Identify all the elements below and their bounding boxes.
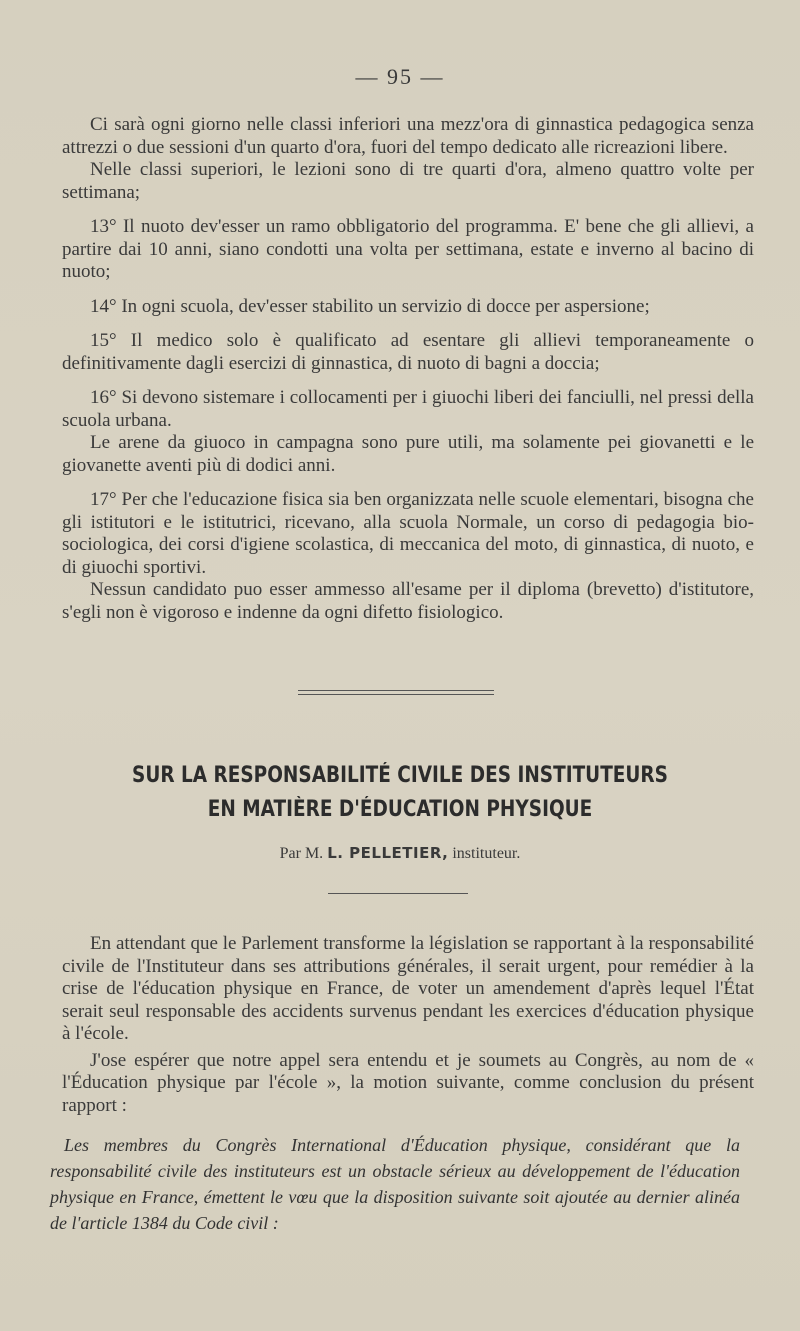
article-title-line-2: EN MATIÈRE D'ÉDUCATION PHYSIQUE xyxy=(207,797,593,822)
italian-section xyxy=(62,114,754,624)
page-number: — 95 — xyxy=(355,64,445,89)
paragraph: Nessun candidato puo esser ammesso all'esame per il diploma (brevetto) d'istitutore, s'egli non è vigoroso e indenne da ogni difetto fisiologico. xyxy=(62,579,754,623)
byline xyxy=(0,844,800,863)
paragraph: Ci sarà ogni giorno nelle classi inferiori una mezz'ora di ginnastica pedagogica senza attrezzi o due sessioni d'un quarto d'ora, fuori del tempo dedicato alle ricreazioni libere. xyxy=(62,114,754,158)
author-role: instituteur. xyxy=(452,845,521,862)
item-14: 14° In ogni scuola, dev'esser stabilito un servizio di docce per aspersione; xyxy=(90,295,650,317)
item-16: 16° Si devono sistemare i collocamenti per i giuochi liberi dei fanciulli, nel pressi della scuola urbana. xyxy=(62,387,754,431)
motion-text: Les membres du Congrès International d'Éducation physique, considérant que la responsabilité civile des instituteurs est un obstacle sérieux au développement de l'éducation physique en France, émettent le vœu que la disposition suivante soit ajoutée au dernier alinéa de l'article 1384 du Code civil : xyxy=(50,1135,740,1233)
paragraph: En attendant que le Parlement transforme la législation se rapportant à la responsabilité civile de l'Instituteur dans ses attributions générales, il serait urgent, pour remédier à la crise de l'éducation physique en France, de voter un amendement d'après lequel l'État serait seul responsable des accidents survenus pendant les exercices d'éducation physique à l'école. xyxy=(62,933,754,1044)
item-17: 17° Per che l'educazione fisica sia ben organizzata nelle scuole elementari, bisogna che gli istitutori e le istitutrici, ricevano, alla scuola Normale, un corso di pedagogia bio-sociologica, dei corsi d'igiene scolastica, di meccanica del moto, di ginnastica, di nuoto, e di giuochi sportivi. xyxy=(62,489,754,578)
paragraph: J'ose espérer que notre appel sera entendu et je soumets au Congrès, au nom de « l'Éducation physique par l'école », la motion suivante, comme conclusion du présent rapport : xyxy=(62,1049,754,1116)
paragraph: Nelle classi superiori, le lezioni sono di tre quarti d'ora, almeno quattro volte per settimana; xyxy=(62,159,754,203)
article-title-line-1: SUR LA RESPONSABILITÉ CIVILE DES INSTITUTEURS xyxy=(132,763,668,788)
item-13: 13° Il nuoto dev'esser un ramo obbligatorio del programma. E' bene che gli allievi, a partire dai 10 anni, siano condotti una volta per settimana, estate e inverno al bacino di nuoto; xyxy=(62,216,754,282)
byline-prefix: Par M. xyxy=(279,845,324,862)
french-section xyxy=(62,933,754,1117)
author-name: L. PELLETIER, xyxy=(327,844,449,862)
motion-section xyxy=(50,1132,740,1236)
double-divider xyxy=(298,690,494,695)
paragraph: Le arene da giuoco in campagna sono pure utili, ma solamente pei giovanetti e le giovanette aventi più di dodici anni. xyxy=(62,432,754,476)
item-15: 15° Il medico solo è qualificato ad esentare gli allievi temporaneamente o definitivamente dagli esercizi di ginnastica, di nuoto di bagni a doccia; xyxy=(62,330,754,374)
divider xyxy=(328,893,468,894)
